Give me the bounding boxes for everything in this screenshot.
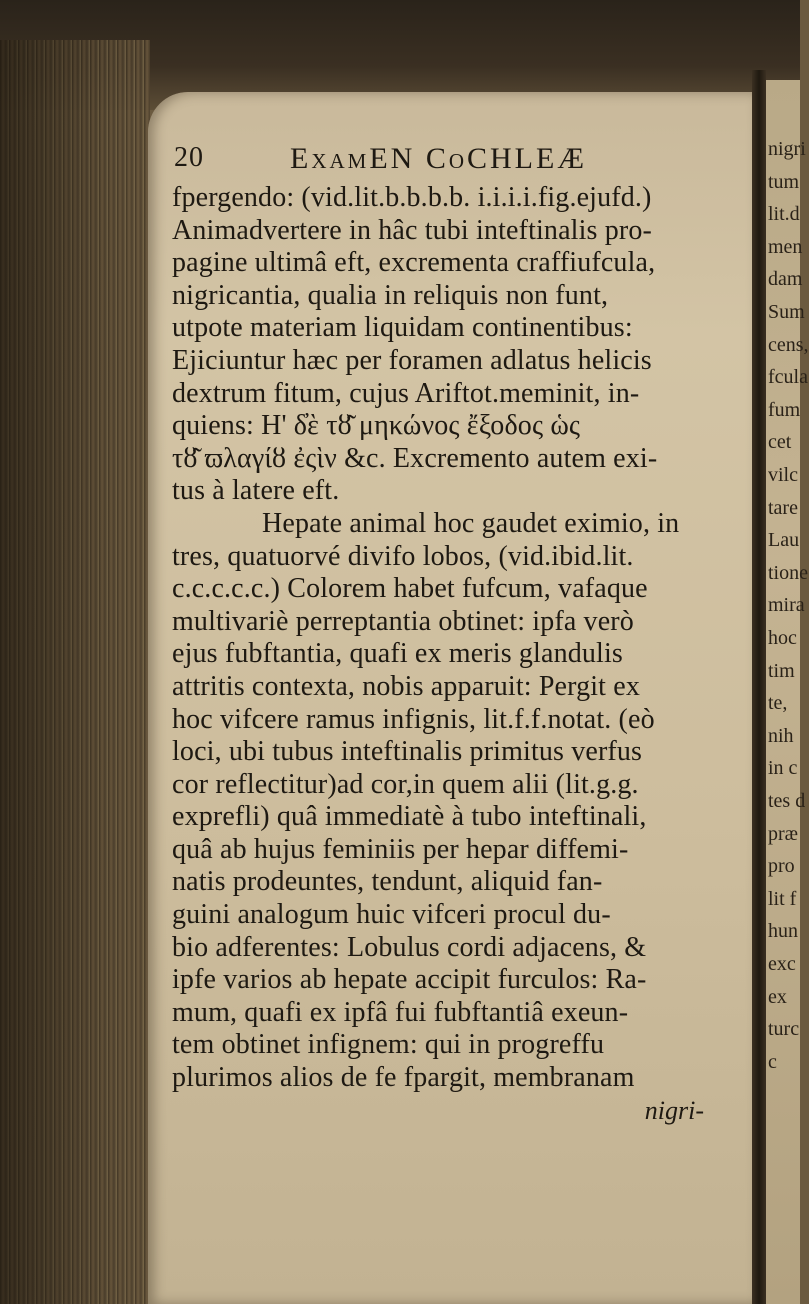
facing-page-word: nigri xyxy=(768,138,806,160)
text-line: hoc vifcere ramus infignis, lit.f.f.notat. (eò xyxy=(172,703,655,735)
text-line: natis prodeuntes, tendunt, aliquid fan- xyxy=(172,866,603,898)
text-line: multivariè perreptantia obtinet: ipfa verò xyxy=(172,605,634,637)
facing-page-word: hun xyxy=(768,920,798,943)
text-line: mum, quafi ex ipfâ fui fubftantiâ exeun- xyxy=(172,996,629,1028)
text-line: exprefli) quâ immediatè à tubo inteftinali, xyxy=(172,801,647,833)
facing-page-word: exc xyxy=(768,953,796,975)
running-title: ExamEN CoCHLEÆ xyxy=(290,142,587,175)
page-number: 20 xyxy=(174,142,204,173)
text-line: Hepate animal hoc gaudet eximio, in xyxy=(262,507,680,539)
facing-page-word: præ xyxy=(768,822,798,845)
facing-page-word: fum xyxy=(768,398,801,421)
text-line: quâ ab hujus feminiis per hepar diffemi- xyxy=(172,833,629,865)
facing-page-word: Sum xyxy=(768,301,805,323)
facing-page-word: vilc xyxy=(768,464,798,486)
facing-page-word: cet xyxy=(768,431,792,454)
page-header xyxy=(172,142,744,182)
facing-page-word: turc xyxy=(768,1018,800,1041)
book-gutter xyxy=(752,70,766,1304)
facing-page-word: tione xyxy=(768,561,808,584)
facing-page-word: nih xyxy=(768,724,794,747)
text-line: quiens: H' δ̓ὲ τȣ͂ μηκώνος ἔξοδος ὡς xyxy=(172,410,581,442)
facing-page-word: pro xyxy=(768,855,795,878)
facing-page-word: c xyxy=(768,1050,777,1073)
facing-page-word: tare xyxy=(768,496,798,519)
book-edge-shadow xyxy=(0,40,150,1304)
facing-page-word: Lau xyxy=(768,529,800,552)
catchword: nigri- xyxy=(644,1095,704,1125)
facing-page-word: in c xyxy=(768,757,798,780)
facing-page-word: dam xyxy=(768,268,803,291)
facing-page-word: hoc xyxy=(768,627,797,649)
text-line: utpote materiam liquidam continentibus: xyxy=(172,312,633,344)
text-line: tem obtinet infignem: qui in progreffu xyxy=(172,1029,605,1061)
facing-page-edge xyxy=(766,80,809,1304)
text-line: fpergendo: (vid.lit.b.b.b.b. i.i.i.i.fig.ejufd.) xyxy=(172,182,652,213)
text-line: attritis contexta, nobis apparuit: Pergit ex xyxy=(172,670,640,702)
body-text xyxy=(172,182,744,1095)
text-line: nigricantia, qualia in reliquis non funt, xyxy=(172,279,609,311)
text-line: guini analogum huic vifceri procul du- xyxy=(172,899,611,931)
text-line: pagine ultimâ eft, excrementa craffiufcula, xyxy=(172,247,656,279)
text-line: Animadvertere in hâc tubi inteftinalis pro- xyxy=(172,214,652,246)
text-line: τȣ͂ ϖλαγίȣ ἐςὶν &c. Excremento autem exi- xyxy=(172,442,658,474)
facing-page-word: lit.d xyxy=(768,203,800,226)
facing-page-word: ex xyxy=(768,985,787,1008)
facing-page-word: lit f xyxy=(768,887,797,910)
text-line: dextrum fitum, cujus Ariftot.meminit, in- xyxy=(172,377,640,409)
text-line: loci, ubi tubus inteftinalis primitus verfus xyxy=(172,736,643,768)
text-line: ejus fubftantia, quafi ex meris glandulis xyxy=(172,638,623,670)
text-line: plurimos alios de fe fpargit, membranam xyxy=(172,1062,635,1094)
page-text xyxy=(172,142,744,1127)
text-line: c.c.c.c.c.) Colorem habet fufcum, vafaque xyxy=(172,573,648,605)
facing-page-word: men xyxy=(768,235,803,258)
facing-page-word: tim xyxy=(768,659,795,682)
text-line: tres, quatuorvé divifo lobos, (vid.ibid.lit. xyxy=(172,540,634,572)
text-line: Ejiciuntur hæc per foramen adlatus helicis xyxy=(172,344,652,376)
text-line: tus à latere eft. xyxy=(172,475,340,507)
facing-page-word: te, xyxy=(768,692,788,715)
facing-page-word: cens, xyxy=(768,333,809,356)
text-line: cor reflectitur)ad cor,in quem alii (lit.g.g. xyxy=(172,768,639,800)
text-line: bio adferentes: Lobulus cordi adjacens, & xyxy=(172,931,647,963)
facing-page-word: tum xyxy=(768,170,800,193)
facing-page-word: fcula xyxy=(768,366,808,389)
facing-page-word: mira xyxy=(768,594,805,617)
text-line: ipfe varios ab hepate accipit furculos: Ra- xyxy=(172,964,647,996)
facing-page-word: tes d xyxy=(768,790,806,812)
